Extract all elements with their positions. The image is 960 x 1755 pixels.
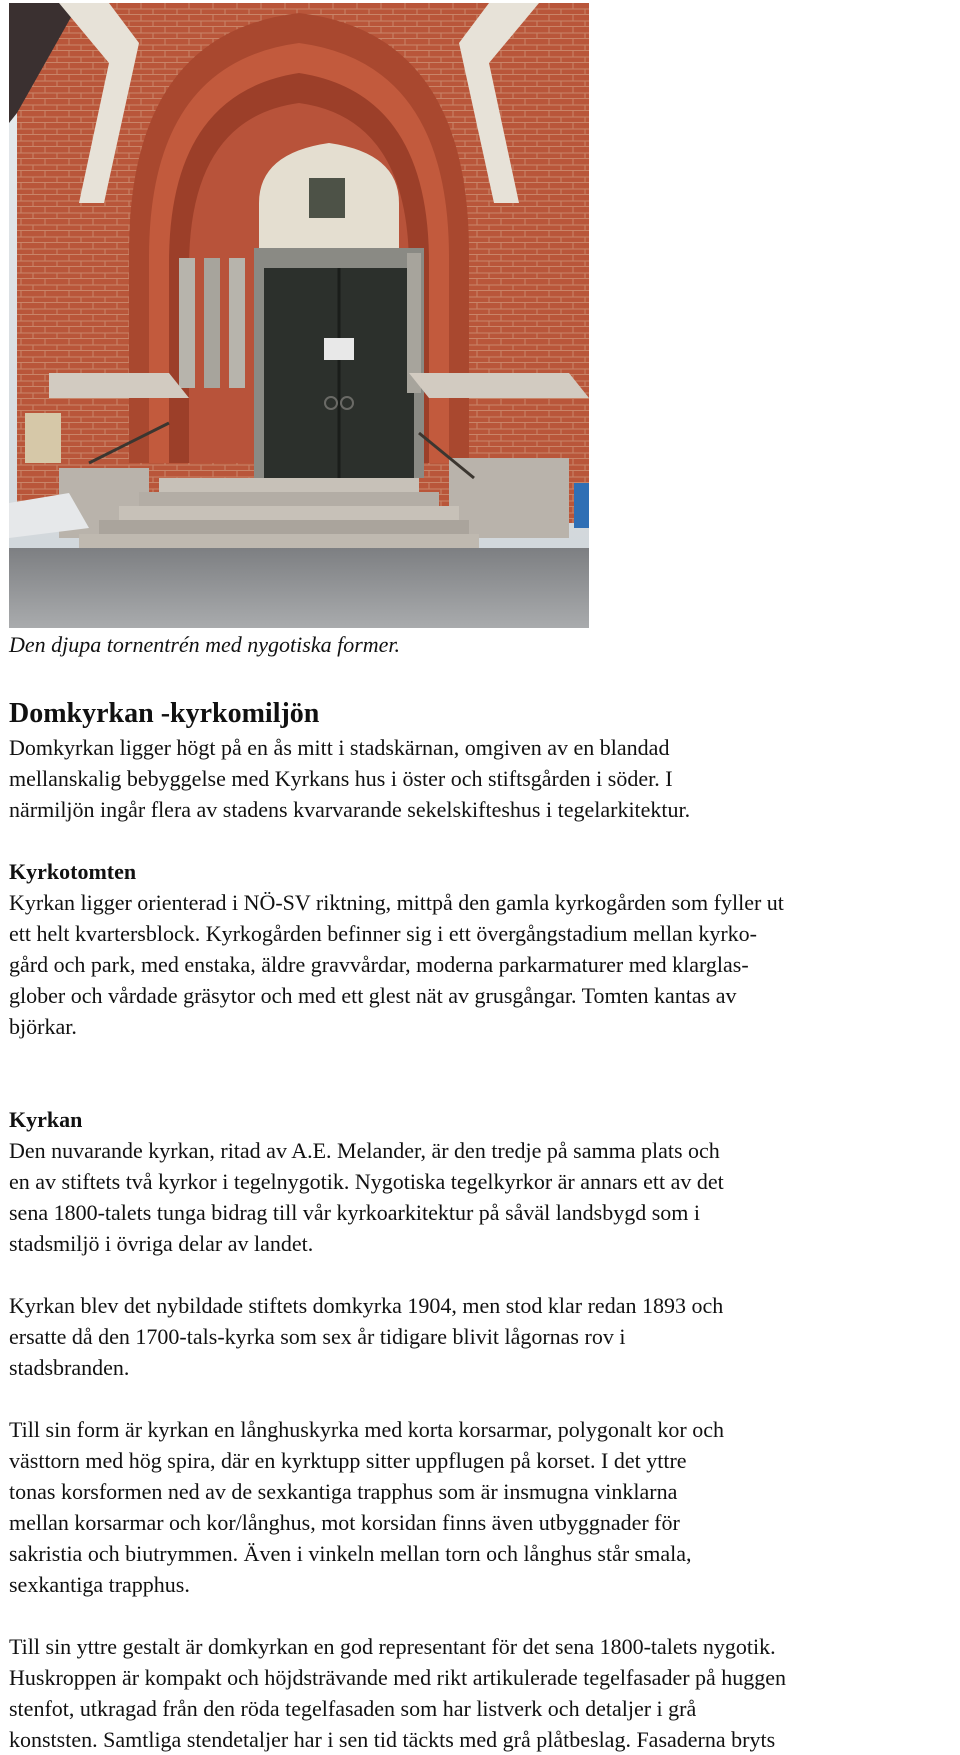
text-line: mellan korsarmar och kor/långhus, mot korsidan finns även utbyggnader för bbox=[9, 1510, 680, 1535]
paragraph-spacer bbox=[9, 1042, 954, 1104]
kyrkotomten-heading: Kyrkotomten bbox=[9, 859, 137, 884]
kyrkan-paragraph-4 bbox=[9, 1631, 954, 1755]
intro-paragraph bbox=[9, 732, 954, 825]
church-entrance-photo bbox=[9, 3, 589, 628]
church-entrance-illustration bbox=[9, 3, 589, 628]
text-line: Huskroppen är kompakt och höjdsträvande med rikt artikulerade tegelfasader på huggen bbox=[9, 1665, 787, 1690]
kyrkan-paragraph-2 bbox=[9, 1290, 954, 1383]
text-line: Domkyrkan ligger högt på en ås mitt i stadskärnan, omgiven av en blandad bbox=[9, 735, 670, 760]
text-line: Till sin yttre gestalt är domkyrkan en god representant för det sena 1800-talets nygotik. bbox=[9, 1634, 776, 1659]
text-line: en av stiftets två kyrkor i tegelnygotik. Nygotiska tegelkyrkor är annars ett av det bbox=[9, 1169, 724, 1194]
text-line: stadsbranden. bbox=[9, 1355, 130, 1380]
kyrkan-paragraph-1 bbox=[9, 1135, 954, 1259]
text-line: Kyrkan blev det nybildade stiftets domkyrka 1904, men stod klar redan 1893 och bbox=[9, 1293, 724, 1318]
text-line: sexkantiga trapphus. bbox=[9, 1572, 190, 1597]
text-line: glober och vårdade gräsytor och med ett glest nät av grusgångar. Tomten kantas av bbox=[9, 983, 737, 1008]
text-line: Den nuvarande kyrkan, ritad av A.E. Melander, är den tredje på samma plats och bbox=[9, 1138, 720, 1163]
paragraph-spacer bbox=[9, 1383, 954, 1414]
text-line: ett helt kvartersblock. Kyrkogården befinner sig i ett övergångstadium mellan kyrko- bbox=[9, 921, 757, 946]
kyrkan-heading: Kyrkan bbox=[9, 1107, 83, 1132]
paragraph-spacer bbox=[9, 1259, 954, 1290]
text-line: stadsmiljö i övriga delar av landet. bbox=[9, 1231, 314, 1256]
text-line: Kyrkan ligger orienterad i NÖ-SV riktning, mittpå den gamla kyrkogården som fyller ut bbox=[9, 890, 784, 915]
text-line: konststen. Samtliga stendetaljer har i sen tid täckts med grå plåtbeslag. Fasaderna bryts bbox=[9, 1727, 776, 1752]
kyrkan-paragraph-3 bbox=[9, 1414, 954, 1600]
text-line: ersatte då den 1700-tals-kyrka som sex år tidigare blivit lågornas rov i bbox=[9, 1324, 626, 1349]
text-line: gård och park, med enstaka, äldre gravvårdar, moderna parkarmaturer med klarglas- bbox=[9, 952, 749, 977]
text-line: sakristia och biutrymmen. Även i vinkeln mellan torn och långhus står smala, bbox=[9, 1541, 692, 1566]
photo-caption: Den djupa tornentrén med nygotiska former. bbox=[9, 632, 401, 657]
text-line: stenfot, utkragad från den röda tegelfasaden som har listverk och detaljer i grå bbox=[9, 1696, 697, 1721]
text-line: västtorn med hög spira, där en kyrktupp sitter uppflugen på korset. I det yttre bbox=[9, 1448, 687, 1473]
section-title: Domkyrkan -kyrkomiljön bbox=[9, 698, 320, 729]
document-body bbox=[9, 696, 954, 1755]
text-line: Till sin form är kyrkan en långhuskyrka med korta korsarmar, polygonalt kor och bbox=[9, 1417, 724, 1442]
kyrkotomten-paragraph bbox=[9, 887, 954, 1042]
text-line: sena 1800-talets tunga bidrag till vår kyrkoarkitektur på såväl landsbygd som i bbox=[9, 1200, 701, 1225]
text-line: mellanskalig bebyggelse med Kyrkans hus i öster och stiftsgården i söder. I bbox=[9, 766, 673, 791]
text-line: närmiljön ingår flera av stadens kvarvarande sekelskifteshus i tegelarkitektur. bbox=[9, 797, 691, 822]
text-line: björkar. bbox=[9, 1014, 77, 1039]
paragraph-spacer bbox=[9, 825, 954, 856]
paragraph-spacer bbox=[9, 1600, 954, 1631]
text-line: tonas korsformen ned av de sexkantiga trapphus som är insmugna vinklarna bbox=[9, 1479, 678, 1504]
